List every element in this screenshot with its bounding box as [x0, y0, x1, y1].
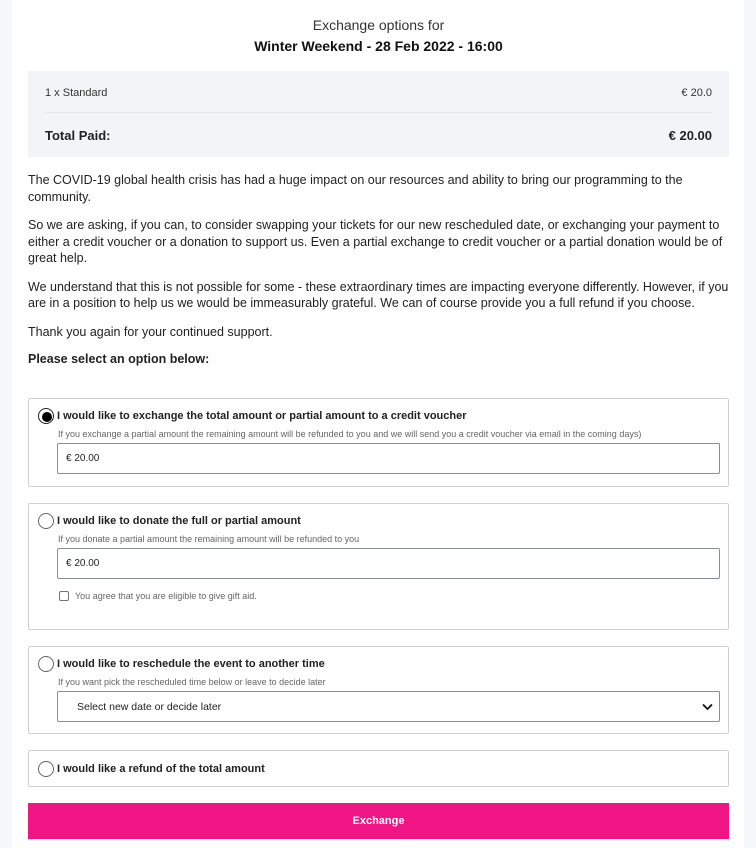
- option-refund[interactable]: [28, 750, 729, 787]
- gift-aid-row: [59, 591, 719, 601]
- donate-amount-input[interactable]: [57, 548, 720, 579]
- order-item-row: [45, 71, 712, 113]
- order-summary: [28, 71, 729, 157]
- voucher-label: I would like to exchange the total amount or partial amount to a credit voucher: [57, 410, 467, 422]
- order-total-row: [45, 113, 712, 157]
- options-prompt: Please select an option below:: [28, 352, 210, 366]
- reschedule-help: If you want pick the rescheduled time below or leave to decide later: [58, 677, 326, 687]
- order-item-label: 1 x Standard: [45, 87, 108, 99]
- info-paragraph: So we are asking, if you can, to consider swapping your tickets for our new rescheduled date, or exchanging your payment to either a credit voucher or a donation to support us. Even a partial exchange to credit voucher or a partial donation would be of great help.: [28, 218, 723, 265]
- total-paid-label: Total Paid:: [45, 127, 111, 143]
- option-header: [38, 656, 719, 672]
- page-header: [28, 0, 729, 55]
- chevron-down-icon: [697, 703, 717, 711]
- page-frame-right: [744, 0, 756, 848]
- page-frame-left: [0, 0, 12, 848]
- reschedule-date-select[interactable]: [57, 691, 720, 722]
- reschedule-label: I would like to reschedule the event to another time: [57, 658, 325, 670]
- total-paid-value: € 20.00: [668, 127, 712, 143]
- option-header: [38, 513, 719, 529]
- voucher-amount-input[interactable]: [57, 443, 720, 474]
- donate-amount-value: € 20.00: [66, 558, 100, 569]
- option-header: [38, 408, 719, 424]
- info-paragraph: The COVID-19 global health crisis has had a huge impact on our resources and ability to bring our programming to the community.: [28, 173, 683, 204]
- gift-aid-checkbox[interactable]: [59, 591, 69, 601]
- donate-radio[interactable]: [38, 513, 54, 529]
- refund-label: I would like a refund of the total amount: [57, 763, 265, 775]
- reschedule-select-value: Select new date or decide later: [77, 700, 222, 713]
- reschedule-radio[interactable]: [38, 656, 54, 672]
- donate-help: If you donate a partial amount the remaining amount will be refunded to you: [58, 534, 360, 544]
- order-item-price: € 20.0: [681, 87, 712, 99]
- page-title: Winter Weekend - 28 Feb 2022 - 16:00: [254, 38, 503, 54]
- page-subtitle: Exchange options for: [312, 17, 445, 33]
- info-text: [28, 172, 729, 340]
- option-reschedule[interactable]: [28, 646, 729, 734]
- voucher-radio[interactable]: [38, 408, 54, 424]
- option-header: [38, 761, 719, 777]
- voucher-help: If you exchange a partial amount the remaining amount will be refunded to you and we will send you a credit voucher via email in the coming days): [58, 429, 642, 439]
- refund-radio[interactable]: [38, 761, 54, 777]
- voucher-amount-value: € 20.00: [66, 453, 100, 464]
- exchange-form: [28, 0, 729, 827]
- gift-aid-label: You agree that you are eligible to give gift aid.: [75, 591, 257, 601]
- info-paragraph: Thank you again for your continued support.: [28, 324, 273, 339]
- info-paragraph: We understand that this is not possible for some - these extraordinary times are impacting everyone differently. However, if you are in a position to help us we would be immeasurably grateful. We can of course provide you a full refund if you choose.: [28, 279, 729, 310]
- exchange-button[interactable]: Exchange: [28, 803, 729, 839]
- donate-label: I would like to donate the full or partial amount: [57, 515, 301, 527]
- option-donate[interactable]: [28, 503, 729, 630]
- option-credit-voucher[interactable]: [28, 398, 729, 487]
